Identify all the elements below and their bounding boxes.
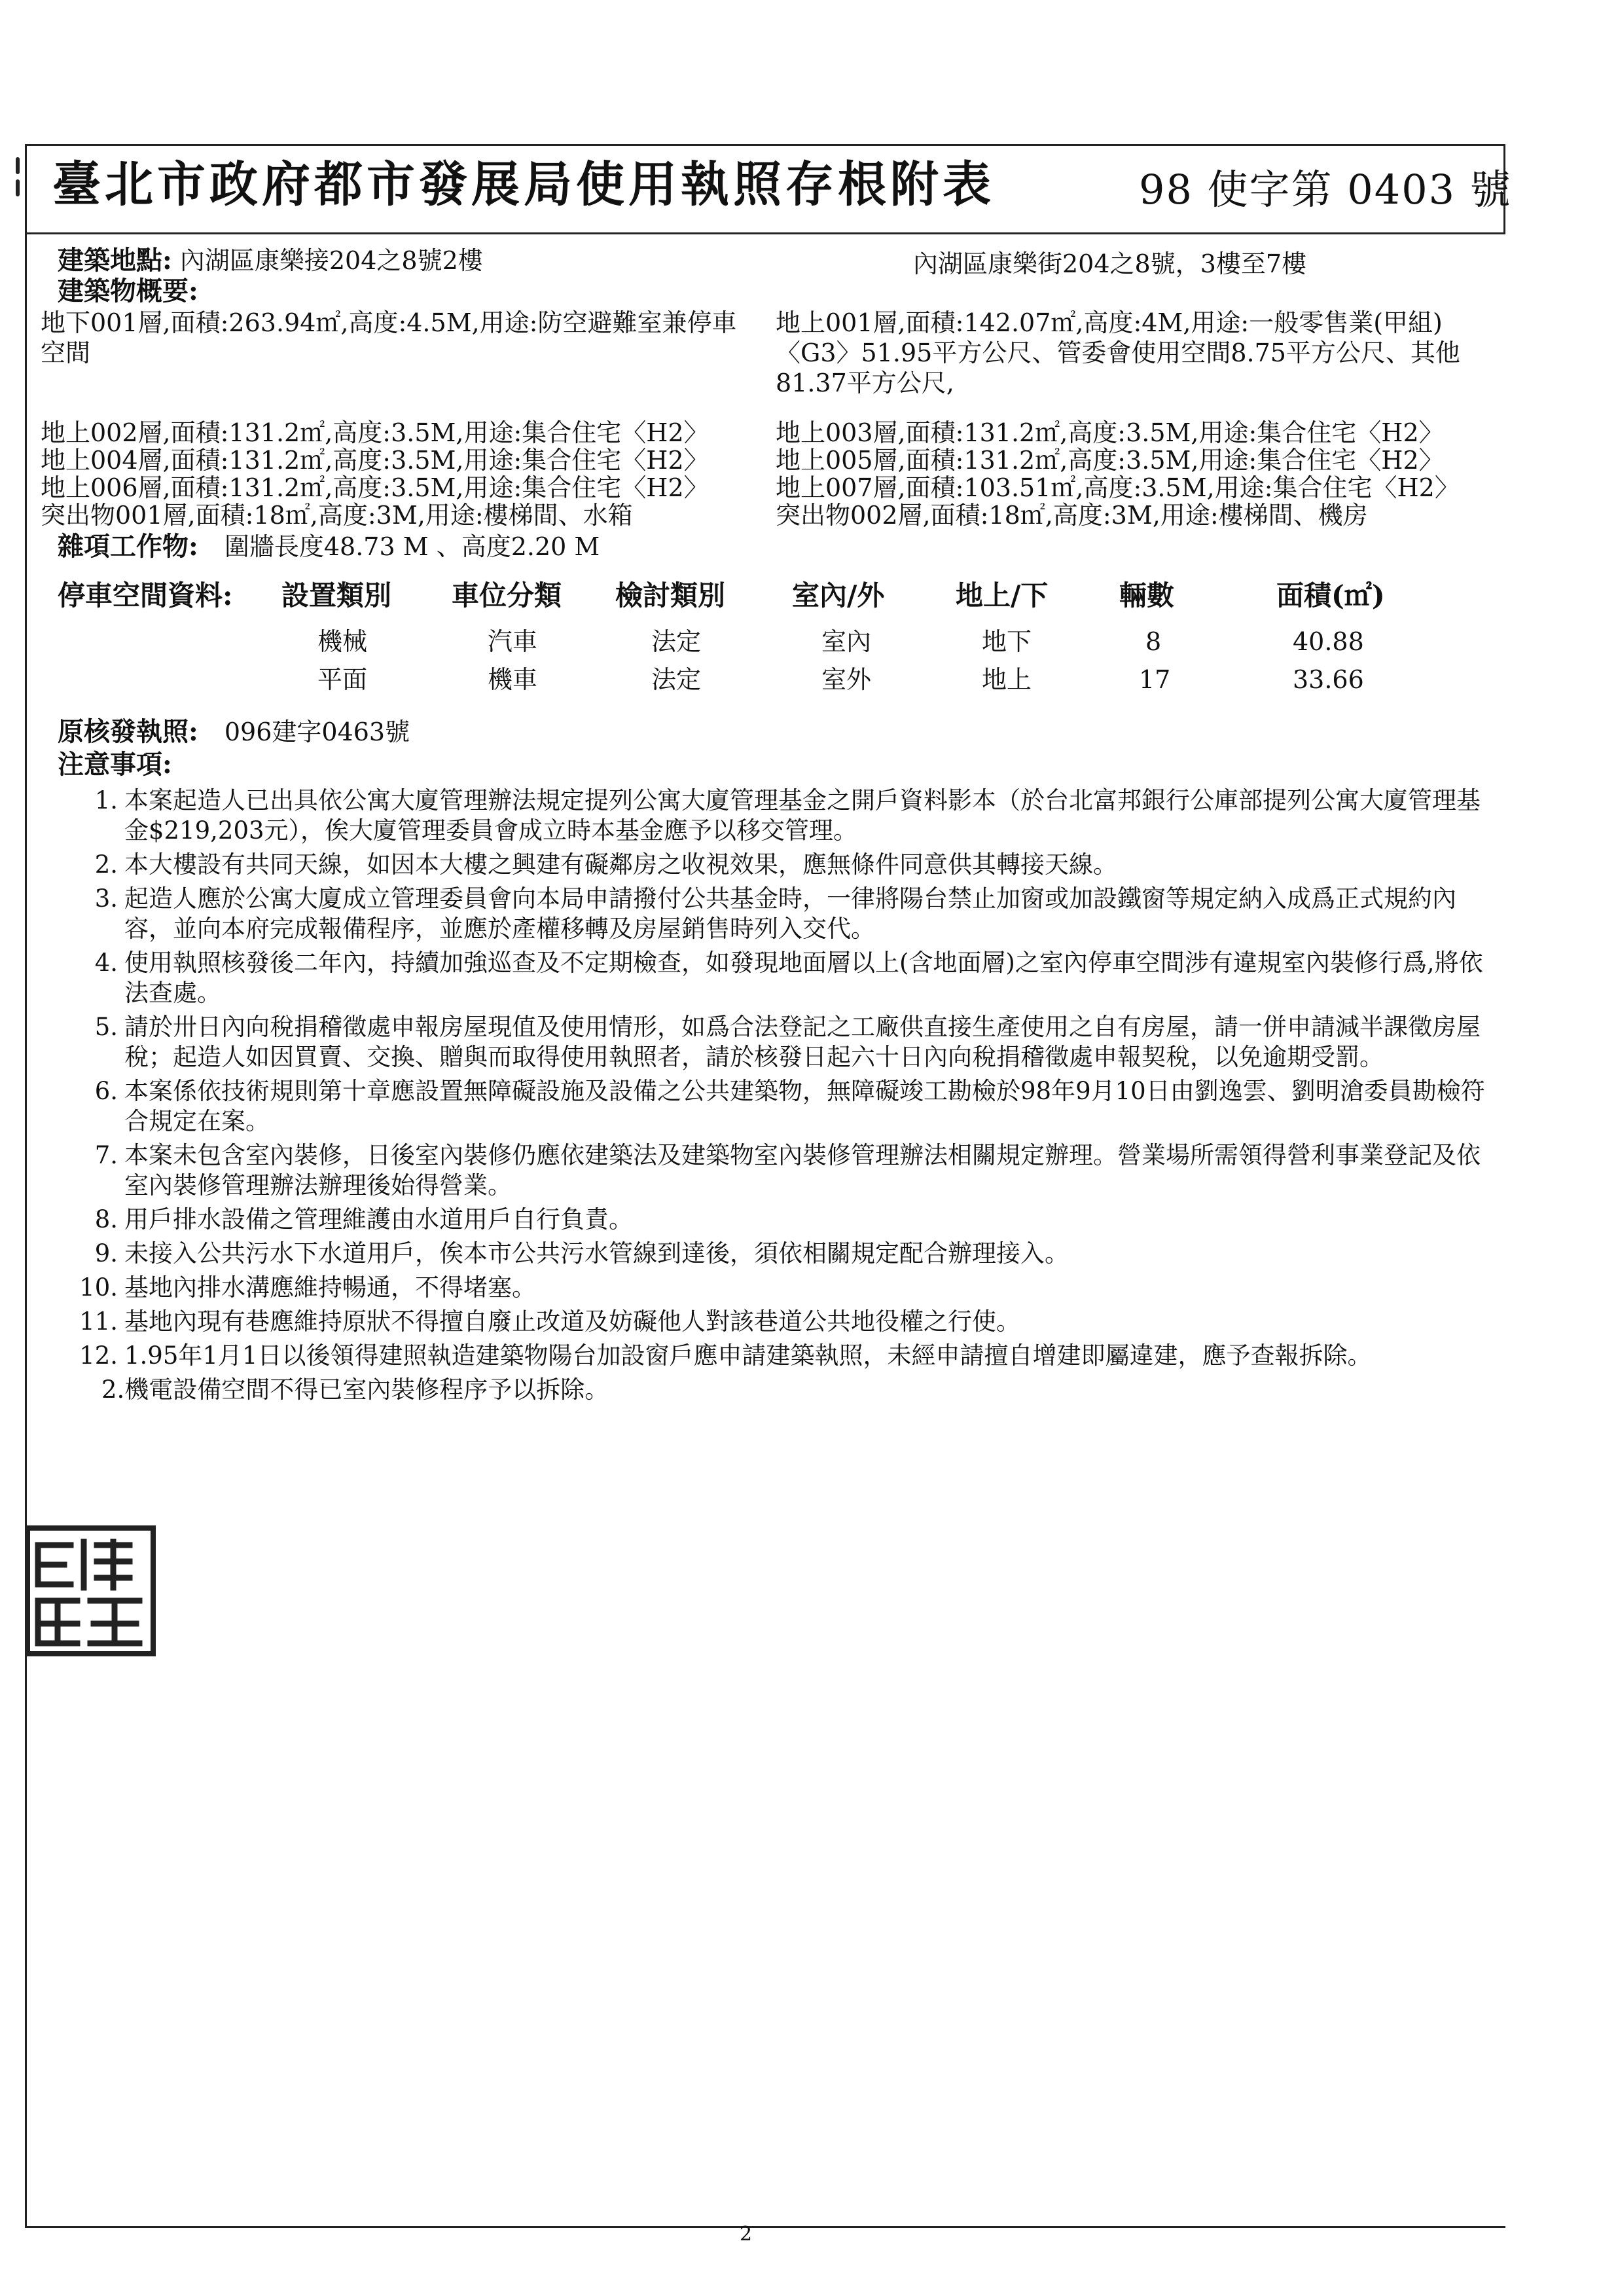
misc-label: 雜項工作物:	[58, 531, 198, 562]
frame-left-border	[25, 144, 27, 2226]
location-value-right: 內湖區康樂街204之8號，3樓至7樓	[913, 249, 1307, 278]
parking-cell: 法定	[651, 665, 702, 694]
location-row	[58, 246, 483, 276]
note-item: 10. 基地內排水溝應維持暢通，不得堵塞。	[79, 1273, 536, 1302]
parking-cell: 法定	[651, 627, 702, 656]
parking-header-3: 室內/外	[792, 579, 885, 611]
parking-label: 停車空間資料:	[58, 579, 233, 611]
parking-header-5: 輛數	[1119, 579, 1175, 611]
overview-right-2: 地上005層,面積:131.2㎡,高度:3.5M,用途:集合住宅〈H2〉	[776, 446, 1444, 475]
original-license-label: 原核發執照:	[58, 716, 198, 747]
page-number: 2	[740, 2223, 753, 2246]
overview-right-4: 突出物002層,面積:18㎡,高度:3M,用途:樓梯間、機房	[776, 501, 1368, 530]
overview-left-1: 地上002層,面積:131.2㎡,高度:3.5M,用途:集合住宅〈H2〉	[41, 418, 709, 447]
note-item: 2. 本大樓設有共同天線，如因本大樓之興建有礙鄰房之收視效果，應無條件同意供其轉接天線。	[94, 850, 1117, 879]
binding-marks	[13, 152, 22, 211]
note-item: 11. 基地內現有巷應維持原狀不得擅自廢止改道及妨礙他人對該巷道公共地役權之行使。	[79, 1307, 1020, 1336]
parking-cell: 機車	[488, 665, 538, 694]
parking-cell: 機械	[317, 627, 368, 656]
notes-list	[79, 786, 1492, 1405]
note-item-extra: 2.機電設備空間不得已室內裝修程序予以拆除。	[101, 1376, 609, 1404]
original-license-row	[58, 717, 410, 747]
misc-row	[58, 532, 600, 562]
original-license-value: 096建字0463號	[224, 718, 410, 746]
parking-cell: 室外	[821, 665, 872, 694]
misc-value: 圍牆長度48.73 M 、高度2.20 M	[224, 532, 600, 561]
parking-header-4: 地上/下	[956, 579, 1049, 611]
overview-right-0: 地上001層,面積:142.07㎡,高度:4M,用途:一般零售業(甲組)〈G3〉51.95平方公尺、管委會使用空間8.75平方公尺、其他81.37平方公尺,	[776, 308, 1460, 397]
overview-right-3: 地上007層,面積:103.51㎡,高度:3.5M,用途:集合住宅〈H2〉	[776, 473, 1460, 502]
overview-left-0: 地下001層,面積:263.94㎡,高度:4.5M,用途:防空避難室兼停車空間	[41, 308, 737, 367]
title-divider	[25, 232, 1505, 234]
overview-left-3: 地上006層,面積:131.2㎡,高度:3.5M,用途:集合住宅〈H2〉	[41, 473, 709, 502]
note-item: 7. 本案未包含室內裝修，日後室內裝修仍應依建築法及建築物室內裝修管理辦法相關規定辦理。營業場所需領得營利事業登記及依室內裝修管理辦法辦理後始得營業。	[94, 1141, 1481, 1199]
page-title: 臺北市政府都市發展局使用執照存根附表	[52, 156, 995, 213]
note-item: 9. 未接入公共污水下水道用戶，俟本市公共污水管線到達後，須依相關規定配合辦理接入。	[94, 1239, 1069, 1267]
bottom-border	[25, 2226, 1505, 2228]
parking-cell: 地下	[982, 627, 1032, 656]
overview-left-2: 地上004層,面積:131.2㎡,高度:3.5M,用途:集合住宅〈H2〉	[41, 446, 709, 475]
note-item: 3. 起造人應於公寓大廈成立管理委員會向本局申請撥付公共基金時，一律將陽台禁止加窗或加設鐵窗等規定納入成爲正式規約內容，並向本府完成報備程序，並應於產權移轉及房屋銷售時列入交代。	[94, 884, 1456, 943]
parking-header-1: 車位分類	[452, 579, 562, 611]
note-item: 12. 1.95年1月1日以後領得建照執造建築物陽台加設窗戶應申請建築執照，未經申請擅自增建即屬違建，應予查報拆除。	[79, 1341, 1372, 1370]
notes-label: 注意事項:	[58, 749, 172, 780]
parking-cell: 平面	[317, 665, 368, 694]
parking-cell: 8	[1145, 627, 1162, 656]
parking-cell: 地上	[982, 665, 1032, 694]
location-value-left: 內湖區康樂接204之8號2樓	[179, 246, 483, 275]
location-label: 建築地點:	[58, 245, 172, 276]
parking-cell: 汽車	[488, 627, 538, 656]
note-item: 6. 本案係依技術規則第十章應設置無障礙設施及設備之公共建築物，無障礙竣工勘檢於98年9月10日由劉逸雲、劉明滄委員勘檢符合規定在案。	[94, 1077, 1485, 1135]
parking-header-0: 設置類別	[281, 579, 392, 611]
overview-label: 建築物概要:	[58, 276, 198, 306]
note-item: 1. 本案起造人已出具依公寓大廈管理辦法規定提列公寓大廈管理基金之開戶資料影本（於台北富邦銀行公庫部提列公寓大廈管理基金$219,203元），俟大廈管理委員會成立時本基金應予以移交管理。	[94, 786, 1481, 845]
frame-top-border	[25, 144, 1505, 146]
parking-cell: 40.88	[1293, 627, 1364, 656]
seal-icon	[25, 1525, 156, 1656]
note-item: 4. 使用執照核發後二年內，持續加強巡查及不定期檢查，如發現地面層以上(含地面層)之室內停車空間涉有違規室內裝修行爲,將依法查處。	[94, 949, 1483, 1007]
parking-header-6: 面積(㎡)	[1276, 579, 1385, 611]
parking-header-2: 檢討類別	[615, 579, 726, 611]
overview-left-4: 突出物001層,面積:18㎡,高度:3M,用途:樓梯間、水箱	[41, 501, 633, 530]
note-item: 8. 用戶排水設備之管理維護由水道用戶自行負責。	[94, 1205, 633, 1233]
permit-number: 98 使字第 0403 號	[1139, 166, 1512, 213]
official-seal	[25, 1525, 156, 1656]
overview-right-1: 地上003層,面積:131.2㎡,高度:3.5M,用途:集合住宅〈H2〉	[776, 418, 1444, 447]
parking-cell: 33.66	[1293, 665, 1364, 694]
note-item: 5. 請於卅日內向稅捐稽徵處申報房屋現值及使用情形，如爲合法登記之工廠供直接生產使用之自有房屋，請一併申請減半課徵房屋稅；起造人如因買賣、交換、贈與而取得使用執照者，請於核發日起六十日內向稅捐稽徵處申報契稅，以免逾期受罰。	[94, 1013, 1481, 1071]
parking-cell: 室內	[821, 627, 872, 656]
parking-cell: 17	[1139, 665, 1171, 694]
